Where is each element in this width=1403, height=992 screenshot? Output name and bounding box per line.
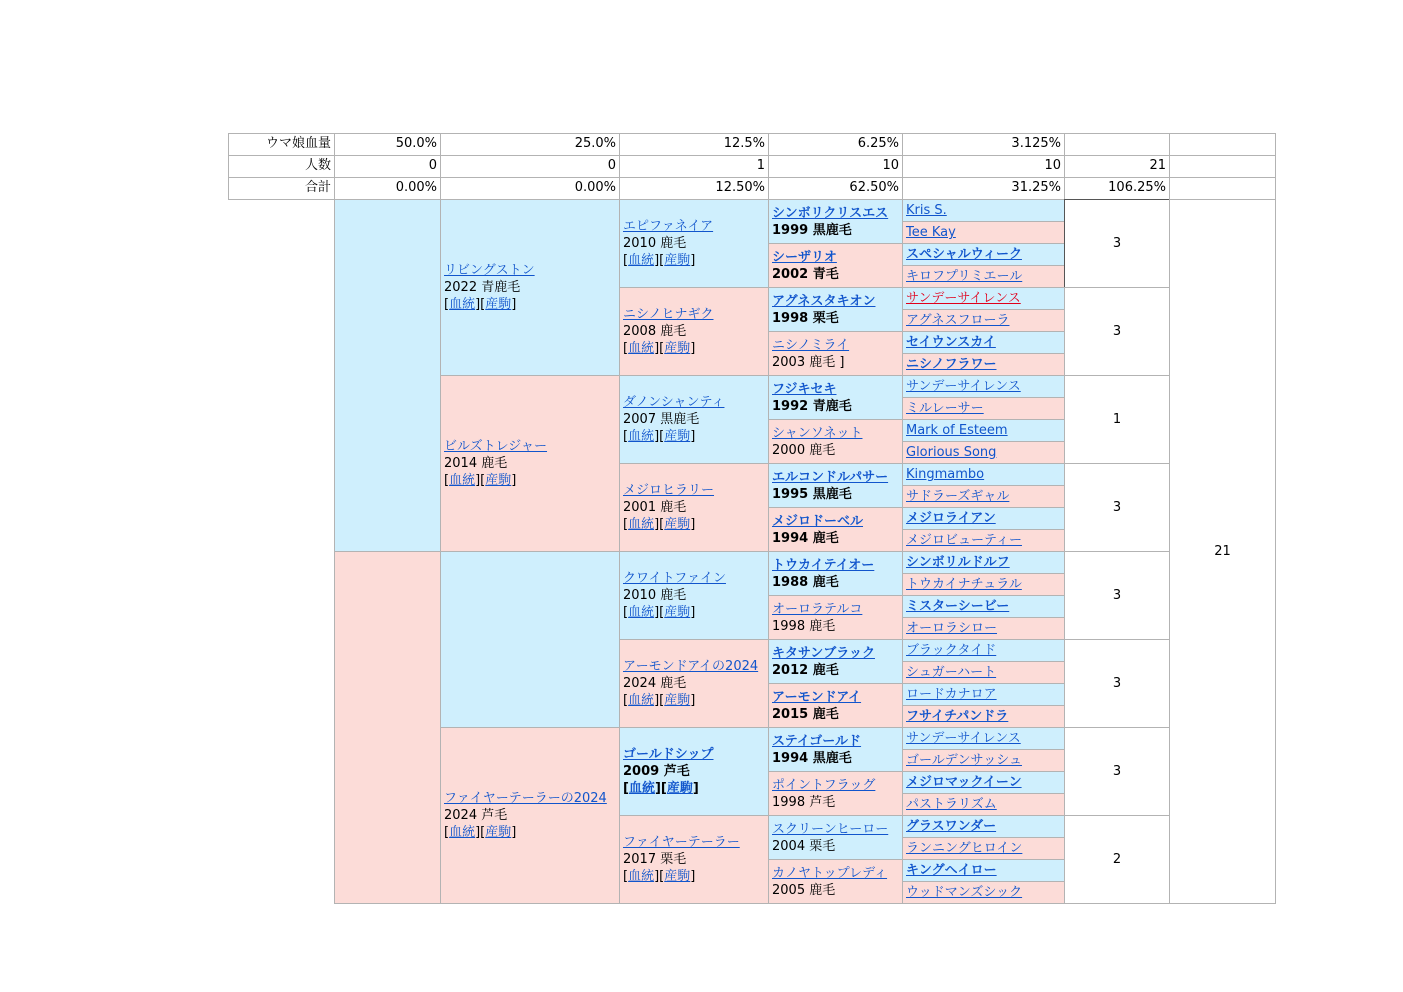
pedigree-link[interactable]: 血統 xyxy=(628,341,655,356)
horse-info: 1998 鹿毛 xyxy=(772,618,836,634)
gen3-cell xyxy=(619,639,769,728)
gen4-cell xyxy=(768,771,903,816)
gen5-cell xyxy=(902,353,1065,376)
summary-row-label xyxy=(228,133,335,156)
summary-value-text: 0 xyxy=(428,158,437,173)
gen4-cell xyxy=(768,595,903,640)
gen5-cell xyxy=(902,771,1065,794)
group-count-value: 3 xyxy=(1112,764,1122,779)
summary-value xyxy=(768,133,903,156)
summary-value-text: 25.0% xyxy=(574,136,616,151)
gen5-cell xyxy=(902,375,1065,398)
summary-value xyxy=(1169,133,1276,156)
horse-name-link[interactable]: Kris S. xyxy=(906,203,947,218)
horse-info: 2010 鹿毛 xyxy=(623,236,687,251)
summary-value xyxy=(1169,155,1276,178)
horse-name-link[interactable]: ニシノヒナギク xyxy=(623,307,714,322)
gen2-cell xyxy=(440,375,620,552)
summary-value xyxy=(440,133,620,156)
horse-info: 2001 鹿毛 xyxy=(623,500,687,515)
horse-name-link[interactable]: ダノンシャンティ xyxy=(623,395,725,410)
summary-value-text: 62.50% xyxy=(849,180,899,195)
pedigree-link[interactable]: 血統 xyxy=(628,605,655,620)
horse-name-link[interactable]: ゴールドシップ xyxy=(623,747,714,762)
pedigree-links: [血統][産駒] xyxy=(444,473,517,488)
pedigree-links: [血統][産駒] xyxy=(623,341,696,356)
group-count-value: 3 xyxy=(1112,324,1122,339)
summary-value xyxy=(902,155,1065,178)
summary-value xyxy=(334,177,441,200)
group-count xyxy=(1064,815,1170,904)
horse-name-link[interactable]: ミルレーサー xyxy=(906,401,984,416)
horse-name-link[interactable]: ビルズトレジャー xyxy=(444,439,548,454)
pedigree-links: [血統][産駒] xyxy=(444,825,517,840)
gen5-cell xyxy=(902,529,1065,552)
horse-info: 1992 青鹿毛 xyxy=(772,398,852,414)
summary-row-label xyxy=(228,177,335,200)
summary-value xyxy=(334,155,441,178)
progeny-link[interactable]: 産駒 xyxy=(664,341,691,356)
horse-name-link[interactable]: ミスターシービー xyxy=(906,599,1010,614)
horse-info: 1995 黒鹿毛 xyxy=(772,486,852,502)
gen5-cell xyxy=(902,859,1065,882)
group-count xyxy=(1064,375,1170,464)
group-count xyxy=(1064,639,1170,728)
pedigree-links: [血統][産駒] xyxy=(623,517,696,532)
horse-info: 2022 青鹿毛 xyxy=(444,280,521,295)
horse-info: 2008 鹿毛 xyxy=(623,324,687,339)
summary-value-text: 12.50% xyxy=(715,180,765,195)
gen5-cell xyxy=(902,683,1065,706)
progeny-link[interactable]: 産駒 xyxy=(485,473,512,488)
pedigree-link[interactable]: 血統 xyxy=(449,473,476,488)
horse-name-link[interactable]: キタサンブラック xyxy=(772,645,875,661)
gen5-cell xyxy=(902,485,1065,508)
gen5-cell xyxy=(902,793,1065,816)
gen5-cell xyxy=(902,265,1065,288)
horse-name-link[interactable]: シーザリオ xyxy=(772,249,837,265)
horse-name-link[interactable]: シャンソネット xyxy=(772,425,863,441)
gen5-cell xyxy=(902,881,1065,904)
group-count xyxy=(1064,551,1170,640)
horse-info: 1999 黒鹿毛 xyxy=(772,222,852,238)
group-count-value: 3 xyxy=(1112,588,1122,603)
progeny-link[interactable]: 産駒 xyxy=(485,297,512,312)
horse-name-link[interactable]: アグネスタキオン xyxy=(772,293,876,309)
group-count-value: 3 xyxy=(1112,236,1122,251)
pedigree-link[interactable]: 血統 xyxy=(628,781,655,796)
horse-name-link[interactable]: エピファネイア xyxy=(623,219,714,234)
horse-info: 1988 鹿毛 xyxy=(772,574,839,590)
horse-name-link[interactable]: グラスワンダー xyxy=(906,819,997,834)
group-count xyxy=(1064,287,1170,376)
horse-info: 2014 鹿毛 xyxy=(444,456,508,471)
progeny-link[interactable]: 産駒 xyxy=(666,781,693,796)
horse-name-link[interactable]: ポイントフラッグ xyxy=(772,777,876,793)
horse-name-link[interactable]: ランニングヒロイン xyxy=(906,841,1023,856)
progeny-link[interactable]: 産駒 xyxy=(664,693,691,708)
gen5-cell xyxy=(902,749,1065,772)
progeny-link[interactable]: 産駒 xyxy=(485,825,512,840)
gen5-cell xyxy=(902,617,1065,640)
group-count-value: 2 xyxy=(1112,852,1122,867)
horse-name-link[interactable]: ファイヤーテーラーの2024 xyxy=(444,791,607,806)
gen5-cell xyxy=(902,287,1065,310)
pedigree-link[interactable]: 血統 xyxy=(628,253,655,268)
horse-info: 2000 鹿毛 xyxy=(772,442,836,458)
summary-label: 人数 xyxy=(304,158,331,173)
horse-name-link[interactable]: ロードカナロア xyxy=(906,687,997,702)
gen5-cell xyxy=(902,815,1065,838)
summary-value xyxy=(334,133,441,156)
summary-value xyxy=(902,133,1065,156)
gen5-cell xyxy=(902,573,1065,596)
gen4-cell xyxy=(768,639,903,684)
horse-info: 1998 栗毛 xyxy=(772,310,839,326)
horse-name-link[interactable]: スペシャルウィーク xyxy=(906,247,1022,262)
summary-value-text: 10 xyxy=(882,158,899,173)
progeny-link[interactable]: 産駒 xyxy=(664,253,691,268)
summary-row-label xyxy=(228,155,335,178)
summary-value xyxy=(1169,177,1276,200)
horse-name-link[interactable]: メジロドーベル xyxy=(772,513,864,529)
gen1-cell xyxy=(334,551,441,904)
horse-name-link[interactable]: サンデーサイレンス xyxy=(906,379,1021,394)
horse-info: 2005 鹿毛 xyxy=(772,882,836,898)
group-count-value: 3 xyxy=(1112,500,1122,515)
horse-name-link[interactable]: シンボリクリスエス xyxy=(772,205,889,221)
horse-info: 1994 黒鹿毛 xyxy=(772,750,852,766)
progeny-link[interactable]: 産駒 xyxy=(664,429,691,444)
horse-name-link[interactable]: オーロラテルコ xyxy=(772,601,863,617)
horse-name-link[interactable]: シュガーハート xyxy=(906,665,997,680)
gen5-cell xyxy=(902,837,1065,860)
summary-value xyxy=(768,177,903,200)
horse-info: 2002 青毛 xyxy=(772,266,839,282)
gen4-cell xyxy=(768,815,903,860)
group-count xyxy=(1064,727,1170,816)
grand-total xyxy=(1169,199,1276,904)
pedigree-link[interactable]: 血統 xyxy=(628,693,655,708)
summary-value xyxy=(902,177,1065,200)
gen5-cell xyxy=(902,419,1065,442)
gen3-cell xyxy=(619,463,769,552)
summary-value-text: 3.125% xyxy=(1011,136,1061,151)
gen5-cell xyxy=(902,727,1065,750)
gen5-cell xyxy=(902,221,1065,244)
gen3-cell xyxy=(619,199,769,288)
horse-name-link[interactable]: ゴールデンサッシュ xyxy=(906,753,1022,768)
pedigree-link[interactable]: 血統 xyxy=(628,429,655,444)
horse-info: 2009 芦毛 xyxy=(623,764,690,779)
summary-value-text: 0.00% xyxy=(395,180,437,195)
summary-value-text: 0.00% xyxy=(574,180,616,195)
horse-name-link[interactable]: セイウンスカイ xyxy=(906,335,996,350)
gen5-cell xyxy=(902,397,1065,420)
horse-info: 1998 芦毛 xyxy=(772,794,836,810)
horse-name-link[interactable]: クワイトファイン xyxy=(623,571,726,586)
horse-name-link[interactable]: ステイゴールド xyxy=(772,733,862,749)
pedigree-link[interactable]: 血統 xyxy=(449,825,476,840)
gen3-cell xyxy=(619,551,769,640)
summary-label: ウマ娘血量 xyxy=(265,136,331,151)
horse-name-link[interactable]: スクリーンヒーロー xyxy=(772,821,889,837)
gen5-cell xyxy=(902,331,1065,354)
group-count xyxy=(1064,199,1170,288)
pedigree-sheet xyxy=(228,133,1275,903)
horse-name-link[interactable]: Mark of Esteem xyxy=(906,423,1008,438)
gen4-cell xyxy=(768,287,903,332)
gen4-cell xyxy=(768,727,903,772)
summary-value xyxy=(1064,155,1170,178)
summary-label: 合計 xyxy=(304,180,331,195)
summary-value-text: 31.25% xyxy=(1011,180,1061,195)
horse-info: 2017 栗毛 xyxy=(623,852,687,867)
pedigree-link[interactable]: 血統 xyxy=(628,517,655,532)
gen5-cell xyxy=(902,309,1065,332)
pedigree-links: [血統][産駒] xyxy=(444,297,517,312)
gen5-cell xyxy=(902,507,1065,530)
horse-name-link[interactable]: フジキセキ xyxy=(772,381,837,397)
horse-info: 2012 鹿毛 xyxy=(772,662,839,678)
pedigree-links: [血統][産駒] xyxy=(623,869,696,884)
horse-info: 2004 栗毛 xyxy=(772,838,836,854)
horse-name-link[interactable]: Tee Kay xyxy=(906,225,956,240)
summary-value xyxy=(768,155,903,178)
gen4-cell xyxy=(768,331,903,376)
horse-info: 2010 鹿毛 xyxy=(623,588,687,603)
gen3-cell xyxy=(619,375,769,464)
horse-name-link[interactable]: パストラリズム xyxy=(906,797,997,812)
horse-name-link[interactable]: シンボリルドルフ xyxy=(906,555,1010,570)
gen5-cell xyxy=(902,441,1065,464)
gen4-cell xyxy=(768,551,903,596)
horse-name-link[interactable]: アグネスフローラ xyxy=(906,313,1010,328)
summary-value-text: 6.25% xyxy=(857,136,899,151)
horse-name-link[interactable]: ファイヤーテーラー xyxy=(623,835,740,850)
gen3-cell xyxy=(619,815,769,904)
horse-name-link[interactable]: メジロヒラリー xyxy=(623,483,715,498)
gen1-cell xyxy=(334,199,441,552)
gen5-cell xyxy=(902,705,1065,728)
horse-name-link[interactable]: ニシノフラワー xyxy=(906,357,997,372)
progeny-link[interactable]: 産駒 xyxy=(664,605,691,620)
summary-value xyxy=(619,155,769,178)
horse-name-link[interactable]: オーロラシロー xyxy=(906,621,998,636)
pedigree-link[interactable]: 血統 xyxy=(449,297,476,312)
summary-value-text: 50.0% xyxy=(395,136,437,151)
pedigree-link[interactable]: 血統 xyxy=(628,869,655,884)
gen2-cell xyxy=(440,551,620,728)
summary-value xyxy=(440,177,620,200)
gen3-cell xyxy=(619,727,769,816)
gen4-cell xyxy=(768,375,903,420)
gen5-cell xyxy=(902,199,1065,222)
pedigree-links: [血統][産駒] xyxy=(623,781,699,796)
gen2-cell xyxy=(440,727,620,904)
gen5-cell xyxy=(902,595,1065,618)
summary-value-text: 106.25% xyxy=(1108,180,1166,195)
gen4-cell xyxy=(768,419,903,464)
horse-info: 1994 鹿毛 xyxy=(772,530,839,546)
horse-info: 2003 鹿毛 ] xyxy=(772,354,845,370)
summary-value xyxy=(440,155,620,178)
summary-value xyxy=(619,177,769,200)
horse-name-link[interactable]: ブラックタイド xyxy=(906,643,997,658)
group-count xyxy=(1064,463,1170,552)
horse-info: 2024 芦毛 xyxy=(444,808,508,823)
summary-value-text: 12.5% xyxy=(723,136,765,151)
summary-value-text: 1 xyxy=(756,158,765,173)
horse-name-link[interactable]: ウッドマンズシック xyxy=(906,885,1023,900)
horse-name-link[interactable]: キロフプリミエール xyxy=(906,269,1023,284)
horse-name-link[interactable]: サンデーサイレンス xyxy=(906,731,1021,746)
horse-name-link[interactable]: トウカイテイオー xyxy=(772,557,875,573)
progeny-link[interactable]: 産駒 xyxy=(664,869,691,884)
horse-name-link[interactable]: Kingmambo xyxy=(906,467,985,482)
gen5-cell xyxy=(902,463,1065,486)
horse-name-link[interactable]: キングヘイロー xyxy=(906,863,997,878)
pedigree-links: [血統][産駒] xyxy=(623,253,696,268)
gen4-cell xyxy=(768,683,903,728)
summary-value-text: 10 xyxy=(1044,158,1061,173)
gen5-cell xyxy=(902,551,1065,574)
summary-value-text: 21 xyxy=(1149,158,1166,173)
progeny-link[interactable]: 産駒 xyxy=(664,517,691,532)
gen2-cell xyxy=(440,199,620,376)
horse-name-link[interactable]: Glorious Song xyxy=(906,445,997,460)
gen5-cell xyxy=(902,661,1065,684)
summary-value-text: 0 xyxy=(607,158,616,173)
pedigree-links: [血統][産駒] xyxy=(623,693,696,708)
gen5-cell xyxy=(902,243,1065,266)
gen4-cell xyxy=(768,507,903,552)
group-count-value: 1 xyxy=(1112,412,1122,427)
horse-name-link[interactable]: サンデーサイレンス xyxy=(906,291,1021,306)
horse-info: 2024 鹿毛 xyxy=(623,676,687,691)
gen5-cell xyxy=(902,639,1065,662)
summary-value xyxy=(1064,177,1170,200)
gen4-cell xyxy=(768,859,903,904)
horse-name-link[interactable]: エルコンドルパサー xyxy=(772,469,889,485)
horse-name-link[interactable]: メジロマックイーン xyxy=(906,775,1022,790)
horse-name-link[interactable]: カノヤトップレディ xyxy=(772,865,888,881)
summary-value xyxy=(619,133,769,156)
gen3-cell xyxy=(619,287,769,376)
pedigree-links: [血統][産駒] xyxy=(623,429,696,444)
gen4-cell xyxy=(768,243,903,288)
group-count-value: 3 xyxy=(1112,676,1122,691)
horse-name-link[interactable]: メジロライアン xyxy=(906,511,996,526)
horse-info: 2015 鹿毛 xyxy=(772,706,839,722)
gen4-cell xyxy=(768,463,903,508)
horse-name-link[interactable]: トウカイナチュラル xyxy=(906,577,1022,592)
horse-name-link[interactable]: ニシノミライ xyxy=(772,337,850,353)
horse-name-link[interactable]: アーモンドアイ xyxy=(772,689,862,705)
horse-name-link[interactable]: メジロビューティー xyxy=(906,533,1022,548)
horse-name-link[interactable]: リビングストン xyxy=(444,263,535,278)
pedigree-links: [血統][産駒] xyxy=(623,605,696,620)
grand-total-value: 21 xyxy=(1214,544,1231,559)
summary-value xyxy=(1064,133,1170,156)
horse-name-link[interactable]: フサイチパンドラ xyxy=(906,709,1009,724)
gen4-cell xyxy=(768,199,903,244)
horse-name-link[interactable]: アーモンドアイの2024 xyxy=(623,659,759,674)
horse-name-link[interactable]: サドラーズギャル xyxy=(906,489,1010,504)
horse-info: 2007 黒鹿毛 xyxy=(623,412,700,427)
